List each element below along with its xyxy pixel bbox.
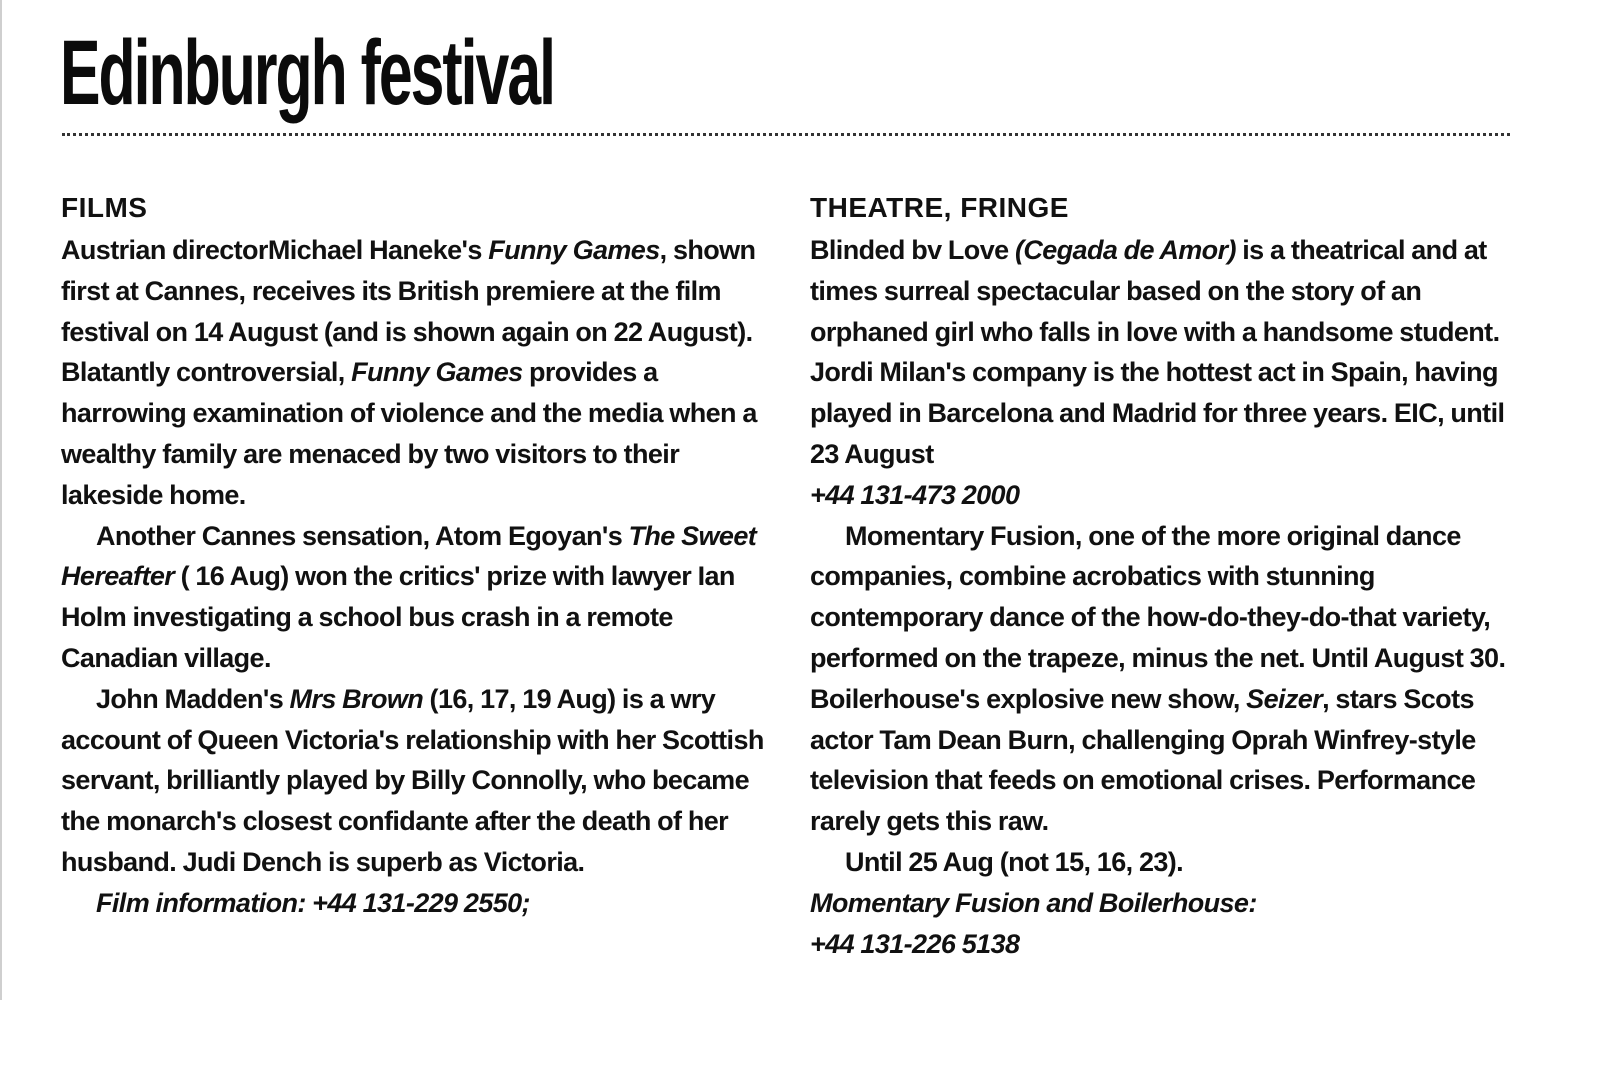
film-title-funny-games: Funny Games bbox=[488, 235, 660, 265]
films-paragraph-1 bbox=[61, 230, 773, 516]
theatre-paragraph-1 bbox=[810, 230, 1510, 516]
films-p1-text-b: , shown first at Cannes, receives its British premiere at the film festival on 14 August (and is shown again on 22 August). Blatantly controversial, bbox=[61, 235, 756, 388]
films-p3-text-b: (16, 17, 19 Aug) is a wry account of Queen Victoria's relationship with her Scottish servant, brilliantly played by Billy Connolly, who became the monarch's closest confidante after the death of her husband. Judi Dench is superb as Victoria. bbox=[61, 683, 764, 877]
show-title-seizer: Seizer bbox=[1246, 683, 1323, 714]
show-title-cegada-de-amor: (Cegada de Amor) bbox=[1014, 235, 1236, 265]
theatre-dates-line: Until 25 Aug (not 15, 16, 23). bbox=[845, 846, 1184, 877]
theatre-column bbox=[810, 190, 1510, 964]
theatre-paragraph-3 bbox=[810, 679, 1510, 842]
film-title-sweet-hereafter: The Sweet Hereafter bbox=[61, 520, 757, 592]
films-column bbox=[61, 190, 773, 924]
films-paragraph-3 bbox=[61, 679, 773, 883]
theatre-p3-text-a: Boilerhouse's explosive new show, bbox=[810, 683, 1247, 714]
theatre-phone-eic: +44 131-473 2000 bbox=[810, 479, 1020, 510]
film-title-mrs-brown: Mrs Brown bbox=[289, 683, 424, 714]
masthead-title: Edinburgh festival bbox=[60, 22, 555, 124]
films-p3-text-a: John Madden's bbox=[96, 683, 290, 714]
theatre-info-label: Momentary Fusion and Boilerhouse: bbox=[810, 887, 1257, 918]
films-p2-text-a: Another Cannes sensation, Atom Egoyan's bbox=[96, 520, 629, 551]
film-title-funny-games-2: Funny Games bbox=[351, 357, 523, 388]
films-info-line: Film information: +44 131-229 2550; bbox=[96, 887, 530, 918]
films-p2-text-b: ( 16 Aug) won the critics' prize with lawyer Ian Holm investigating a school bus crash in a remote Canadian village. bbox=[61, 561, 735, 673]
theatre-heading: THEATRE, FRINGE bbox=[810, 192, 1069, 223]
theatre-paragraph-2: Momentary Fusion, one of the more original dance companies, combine acrobatics with stunning contemporary dance of the how-do-they-do-that variety, performed on the trapeze, minus the net. Until August 30. bbox=[810, 520, 1506, 673]
theatre-info-phone: +44 131-226 5138 bbox=[810, 928, 1020, 959]
films-paragraph-2 bbox=[61, 516, 773, 679]
dotted-rule bbox=[62, 133, 1510, 136]
theatre-p1-text-a: Blinded bv Love bbox=[810, 235, 1015, 265]
films-heading: FILMS bbox=[61, 192, 148, 223]
scan-edge bbox=[0, 0, 2, 1000]
theatre-p3-text-b: , stars Scots actor Tam Dean Burn, challenging Oprah Winfrey-style television that feeds on emotional crises. Performance rarely gets this raw. bbox=[810, 683, 1476, 837]
theatre-p1-text-b: is a theatrical and at times surreal spectacular based on the story of an orphaned girl who falls in love with a handsome student. Jordi Milan's company is the hottest act in Spain, having played in Barcelona and Madrid for three years. EIC, until 23 August bbox=[810, 235, 1505, 469]
films-p1-text-c: provides a harrowing examination of violence and the media when a wealthy family are menaced by two visitors to their lakeside home. bbox=[61, 357, 757, 510]
films-p1-text-a: Austrian directorMichael Haneke's bbox=[61, 235, 489, 265]
